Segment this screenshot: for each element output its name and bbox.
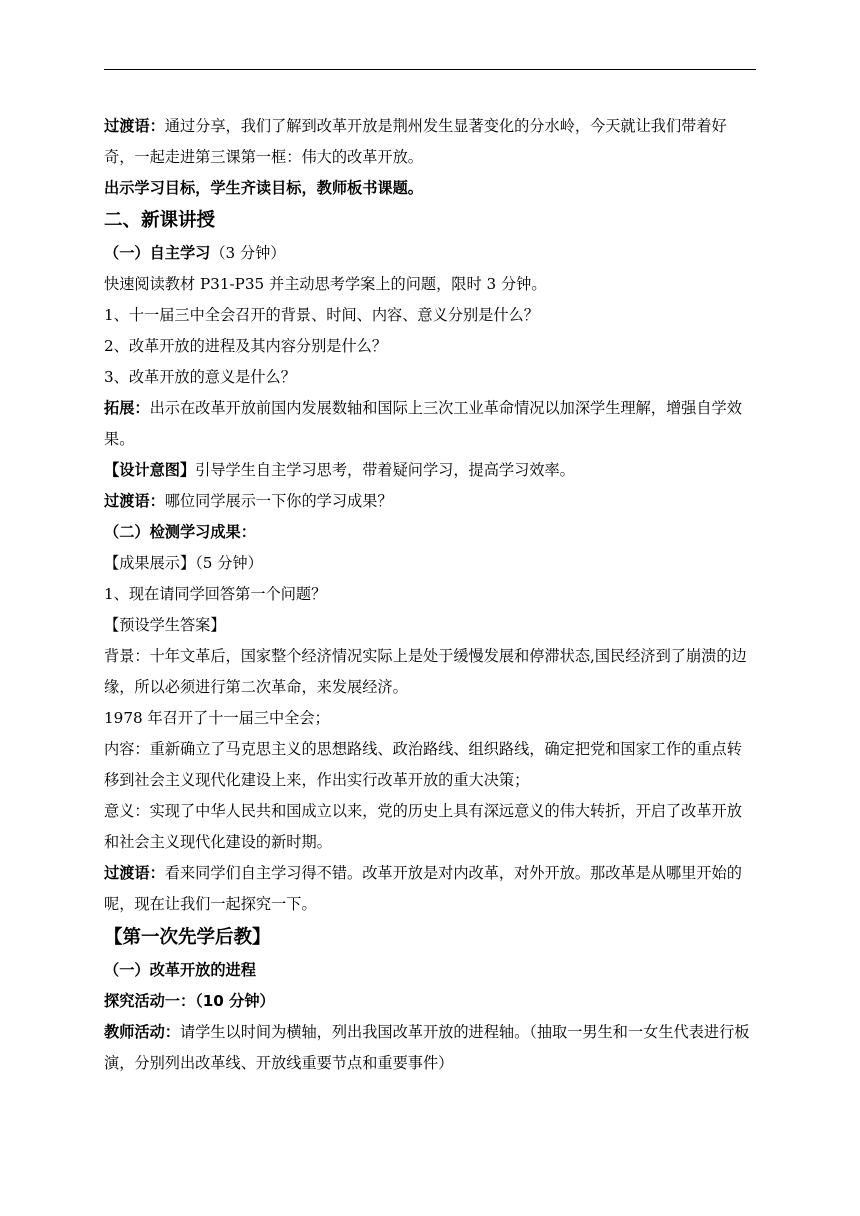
answer-meaning: 意义：实现了中华人民共和国成立以来，党的历史上具有深远意义的伟大转折，开启了改革开放和社会主义现代化建设的新时期。 [104, 802, 742, 851]
header-rule [104, 69, 756, 70]
answer-year: 1978 年召开了十一届三中全会； [104, 709, 330, 727]
results-display-line: 【成果展示】（5 分钟） [104, 554, 263, 572]
transition-paragraph-3: 过渡语：看来同学们自主学习得不错。改革开放是对内改革，对外开放。那改革是从哪里开始的呢，现在让我们一起探究一下。 [104, 864, 742, 913]
transition-paragraph-2: 过渡语：哪位同学展示一下你的学习成果？ [104, 492, 393, 510]
question-1: 1、十一届三中全会召开的背景、时间、内容、意义分别是什么？ [104, 306, 539, 324]
subsection-self-study: （一）自主学习（3 分钟） [104, 244, 286, 262]
preset-answer-label: 【预设学生答案】 [104, 616, 226, 634]
design-intent-paragraph: 【设计意图】引导学生自主学习思考，带着疑问学习，提高学习效率。 [104, 461, 575, 479]
first-teach-heading: 【第一次先学后教】 [104, 927, 271, 948]
answer-background: 背景：十年文革后，国家整个经济情况实际上是处于缓慢发展和停滞状态,国民经济到了崩溃的边缘，所以必须进行第二次革命，来发展经济。 [104, 647, 747, 696]
answer-content: 内容：重新确立了马克思主义的思想路线、政治路线、组织路线，确定把党和国家工作的重点转移到社会主义现代化建设上来，作出实行改革开放的重大决策； [104, 740, 742, 789]
reading-instruction: 快速阅读教材 P31-P35 并主动思考学案上的问题，限时 3 分钟。 [104, 275, 547, 293]
extension-paragraph: 拓展：出示在改革开放前国内发展数轴和国际上三次工业革命情况以加深学生理解，增强自学效果。 [104, 399, 742, 448]
question-3: 3、改革开放的意义是什么？ [104, 368, 296, 386]
inquiry-activity-1: 探究活动一：（10 分钟） [104, 992, 275, 1010]
question-2: 2、改革开放的进程及其内容分别是什么？ [104, 337, 388, 355]
document-body [104, 111, 756, 1079]
transition-paragraph-1: 过渡语：通过分享，我们了解到改革开放是荆州发生显著变化的分水岭，今天就让我们带着好奇，一起走进第三课第一框：伟大的改革开放。 [104, 117, 727, 166]
ask-first-question: 1、现在请同学回答第一个问题？ [104, 585, 327, 603]
teacher-activity-paragraph: 教师活动：请学生以时间为横轴，列出我国改革开放的进程轴。（抽取一男生和一女生代表进行板演，分别列出改革线、开放线重要节点和重要事件） [104, 1023, 750, 1072]
learning-goal-line: 出示学习目标，学生齐读目标，教师板书课题。 [104, 179, 423, 197]
subsection-reform-process: （一）改革开放的进程 [104, 961, 256, 979]
section-heading-new-lesson: 二、新课讲授 [104, 210, 216, 231]
subsection-check-results: （二）检测学习成果： [104, 523, 256, 541]
